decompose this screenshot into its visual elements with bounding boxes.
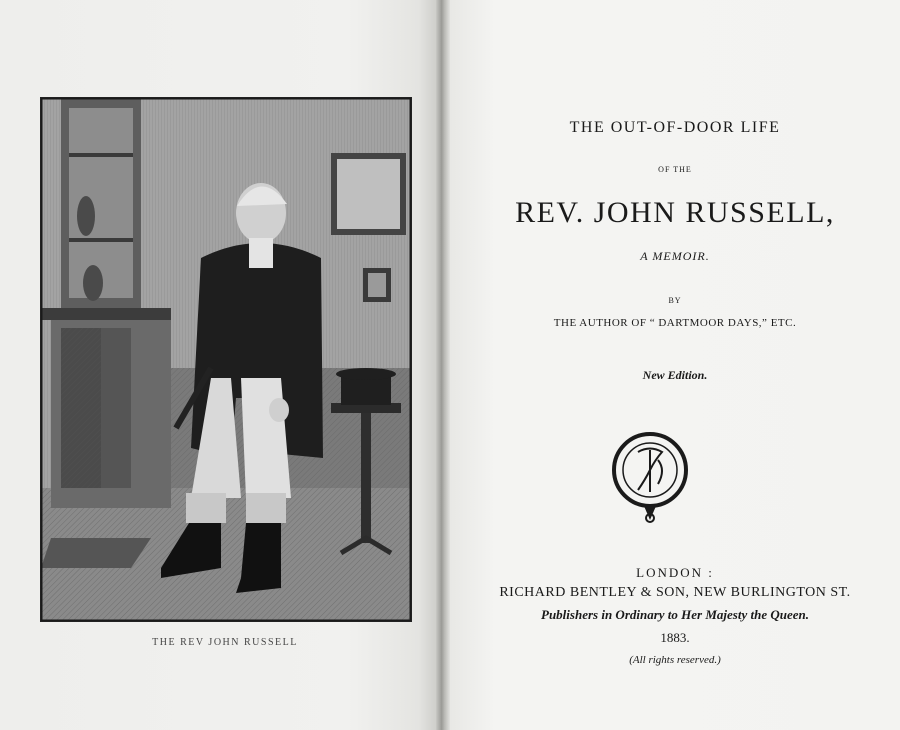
- subtitle: A MEMOIR.: [640, 249, 710, 263]
- frontispiece-caption: THE REV JOHN RUSSELL: [152, 637, 298, 648]
- by-line: BY: [668, 296, 682, 305]
- rights-notice: (All rights reserved.): [629, 654, 721, 666]
- of-the-line: OF THE: [658, 165, 692, 174]
- frontispiece-engraving: [40, 97, 412, 622]
- publisher-seal-icon: [600, 430, 700, 525]
- author-line: THE AUTHOR OF “ DARTMOOR DAYS,” ETC.: [553, 317, 797, 329]
- main-title: REV. JOHN RUSSELL,: [515, 196, 835, 229]
- publisher-note: Publishers in Ordinary to Her Majesty the Queen.: [541, 607, 809, 622]
- publication-year: 1883.: [660, 630, 690, 645]
- title-line: THE OUT-OF-DOOR LIFE: [569, 119, 781, 136]
- publisher-line: RICHARD BENTLEY & SON, NEW BURLINGTON ST.: [499, 585, 851, 600]
- imprint-city: LONDON :: [636, 565, 714, 580]
- edition-line: New Edition.: [642, 368, 708, 382]
- book-gutter: [436, 0, 450, 730]
